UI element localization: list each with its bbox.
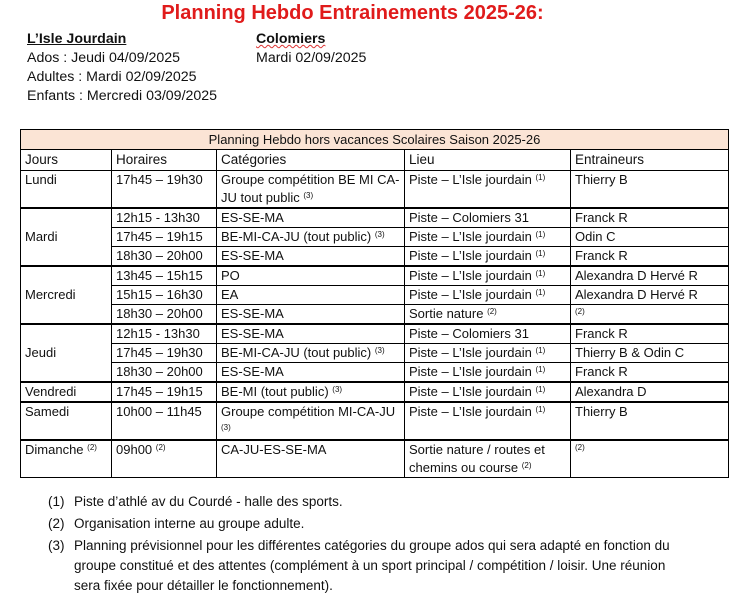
table-row bbox=[21, 363, 729, 383]
place-cell bbox=[405, 382, 571, 402]
hours-cell-text: 18h30 – 20h00 bbox=[116, 364, 203, 379]
category-cell-text: ES-SE-MA bbox=[221, 326, 284, 341]
place-cell-text: Piste – L’Isle jourdain bbox=[409, 268, 532, 283]
table-row bbox=[21, 228, 729, 247]
hours-cell bbox=[112, 228, 217, 247]
place-cell-text: Sortie nature bbox=[409, 306, 484, 321]
category-cell bbox=[217, 402, 405, 440]
place-cell-text: Piste – L’Isle jourdain bbox=[409, 229, 532, 244]
place-cell-text: Piste – L’Isle jourdain bbox=[409, 404, 532, 419]
footnote-ref: (3) bbox=[221, 423, 231, 432]
footnote-ref: (1) bbox=[535, 230, 546, 239]
day-cell-text: Dimanche bbox=[25, 442, 84, 457]
place-cell-text: Piste – L’Isle jourdain bbox=[409, 364, 532, 379]
category-cell bbox=[217, 344, 405, 363]
hours-cell-text: 18h30 – 20h00 bbox=[116, 248, 203, 263]
coach-cell-text: Franck R bbox=[575, 210, 628, 225]
hours-cell-text: 09h00 bbox=[116, 442, 153, 457]
category-cell bbox=[217, 440, 405, 478]
header-jours: Jours bbox=[21, 150, 112, 171]
place-cell-text: Piste – L’Isle jourdain bbox=[409, 287, 532, 302]
place-cell bbox=[405, 324, 571, 344]
day-cell bbox=[21, 208, 112, 266]
category-cell-text: PO bbox=[221, 268, 240, 283]
category-cell bbox=[217, 247, 405, 267]
hours-cell-text: 10h00 – 11h45 bbox=[116, 404, 202, 419]
place-cell bbox=[405, 266, 571, 286]
footnote-ref: (2) bbox=[487, 307, 497, 316]
coach-cell bbox=[571, 171, 729, 209]
place-cell-text: Piste – L’Isle jourdain bbox=[409, 248, 532, 263]
footnote-text: Organisation interne au groupe adulte. bbox=[74, 516, 305, 531]
hours-cell bbox=[112, 363, 217, 383]
header-entraineurs: Entraineurs bbox=[571, 150, 729, 171]
start-date: Mardi 02/09/2025 bbox=[256, 50, 367, 66]
hours-cell bbox=[112, 247, 217, 267]
coach-cell bbox=[571, 266, 729, 286]
coach-cell-text: Thierry B bbox=[575, 172, 628, 187]
footnote-ref: (1) bbox=[535, 405, 546, 414]
table-row bbox=[21, 402, 729, 440]
coach-cell bbox=[571, 402, 729, 440]
footnote-number: (1) bbox=[48, 494, 65, 509]
coach-cell bbox=[571, 440, 729, 478]
coach-cell bbox=[571, 382, 729, 402]
place-cell bbox=[405, 440, 571, 478]
location-colomiers bbox=[256, 30, 366, 68]
place-cell-text: Piste – Colomiers 31 bbox=[409, 326, 529, 341]
category-cell bbox=[217, 363, 405, 383]
table-row bbox=[21, 305, 729, 325]
day-cell bbox=[21, 440, 112, 478]
table-row bbox=[21, 171, 729, 209]
footnote bbox=[48, 492, 688, 512]
start-date-adultes: Adultes : Mardi 02/09/2025 bbox=[27, 69, 197, 85]
coach-cell-text: Alexandra D Hervé R bbox=[575, 287, 698, 302]
place-cell-text: Piste – L’Isle jourdain bbox=[409, 345, 532, 360]
category-cell-text: EA bbox=[221, 287, 239, 302]
day-cell-text: Lundi bbox=[25, 172, 57, 187]
hours-cell-text: 17h45 – 19h30 bbox=[116, 345, 203, 360]
place-cell bbox=[405, 305, 571, 325]
coach-cell-text: Thierry B bbox=[575, 404, 628, 419]
table-row bbox=[21, 324, 729, 344]
header-lieu: Lieu bbox=[405, 150, 571, 171]
schedule-table bbox=[20, 129, 729, 478]
start-date-ados: Ados : Jeudi 04/09/2025 bbox=[27, 50, 181, 66]
day-cell-text: Jeudi bbox=[25, 345, 57, 360]
footnote-ref: (2) bbox=[521, 461, 532, 470]
hours-cell-text: 12h15 - 13h30 bbox=[116, 326, 200, 341]
day-cell-text: Samedi bbox=[25, 404, 70, 419]
footnote-ref: (3) bbox=[374, 230, 385, 239]
hours-cell-text: 17h45 – 19h15 bbox=[116, 229, 203, 244]
coach-cell-text: Franck R bbox=[575, 326, 628, 341]
hours-cell-text: 12h15 - 13h30 bbox=[116, 210, 200, 225]
place-cell bbox=[405, 402, 571, 440]
start-date-enfants: Enfants : Mercredi 03/09/2025 bbox=[27, 88, 218, 104]
coach-cell bbox=[571, 228, 729, 247]
table-caption: Planning Hebdo hors vacances Scolaires Saison 2025-26 bbox=[21, 130, 729, 150]
category-cell-text: ES-SE-MA bbox=[221, 210, 284, 225]
category-cell bbox=[217, 305, 405, 325]
footnote-ref: (1) bbox=[535, 365, 546, 374]
day-cell bbox=[21, 324, 112, 382]
footnote-ref: (1) bbox=[535, 173, 546, 182]
coach-cell-text: Alexandra D Hervé R bbox=[575, 268, 698, 283]
table-row bbox=[21, 440, 729, 478]
table-row bbox=[21, 266, 729, 286]
page-title: Planning Hebdo Entrainements 2025-26: bbox=[161, 2, 544, 24]
coach-cell-text: Odin C bbox=[575, 229, 616, 244]
coach-cell-text: Alexandra D bbox=[575, 384, 647, 399]
coach-cell-text: Franck R bbox=[575, 248, 628, 263]
hours-cell bbox=[112, 402, 217, 440]
place-cell bbox=[405, 286, 571, 305]
table-header-row bbox=[21, 150, 729, 171]
footnote-ref: (2) bbox=[575, 307, 585, 316]
day-cell bbox=[21, 171, 112, 209]
footnote-text: Piste d’athlé av du Courdé - halle des sports. bbox=[74, 494, 343, 509]
footnote-ref: (3) bbox=[303, 191, 314, 200]
footnote-ref: (3) bbox=[374, 346, 385, 355]
coach-cell bbox=[571, 363, 729, 383]
hours-cell bbox=[112, 305, 217, 325]
coach-cell-text: Thierry B & Odin C bbox=[575, 345, 685, 360]
coach-cell bbox=[571, 344, 729, 363]
category-cell-text: Groupe compétition BE MI CA-JU tout public bbox=[221, 172, 400, 205]
category-cell bbox=[217, 382, 405, 402]
hours-cell-text: 17h45 – 19h15 bbox=[116, 384, 203, 399]
coach-cell-text: Franck R bbox=[575, 364, 628, 379]
coach-cell bbox=[571, 208, 729, 228]
location-name: L’Isle Jourdain bbox=[27, 31, 127, 47]
table-row bbox=[21, 208, 729, 228]
category-cell-text: Groupe compétition MI-CA-JU bbox=[221, 404, 396, 419]
place-cell bbox=[405, 171, 571, 209]
coach-cell bbox=[571, 286, 729, 305]
footnotes bbox=[48, 492, 688, 596]
footnote bbox=[48, 536, 688, 596]
hours-cell bbox=[112, 208, 217, 228]
category-cell-text: BE-MI (tout public) bbox=[221, 384, 329, 399]
hours-cell bbox=[112, 286, 217, 305]
category-cell bbox=[217, 324, 405, 344]
footnote-ref: (2) bbox=[155, 443, 166, 452]
day-cell-text: Vendredi bbox=[25, 384, 77, 399]
coach-cell bbox=[571, 324, 729, 344]
footnote-ref: (1) bbox=[535, 269, 546, 278]
footnote-number: (3) bbox=[48, 538, 65, 553]
table-row bbox=[21, 286, 729, 305]
footnote-ref: (1) bbox=[535, 385, 546, 394]
hours-cell bbox=[112, 344, 217, 363]
hours-cell bbox=[112, 266, 217, 286]
place-cell-text: Piste – Colomiers 31 bbox=[409, 210, 529, 225]
coach-cell bbox=[571, 247, 729, 267]
location-name: Colomiers bbox=[256, 31, 326, 47]
category-cell-text: CA-JU-ES-SE-MA bbox=[221, 442, 327, 457]
footnote-ref: (3) bbox=[332, 385, 343, 394]
coach-cell bbox=[571, 305, 729, 325]
place-cell bbox=[405, 363, 571, 383]
category-cell-text: ES-SE-MA bbox=[221, 248, 284, 263]
place-cell-text: Piste – L’Isle jourdain bbox=[409, 384, 532, 399]
hours-cell-text: 18h30 – 20h00 bbox=[116, 306, 203, 321]
hours-cell-text: 15h15 – 16h30 bbox=[116, 287, 203, 302]
hours-cell bbox=[112, 324, 217, 344]
header-horaires: Horaires bbox=[112, 150, 217, 171]
footnote-ref: (2) bbox=[87, 443, 97, 452]
category-cell-text: ES-SE-MA bbox=[221, 364, 284, 379]
place-cell-text: Piste – L’Isle jourdain bbox=[409, 172, 532, 187]
header-categories: Catégories bbox=[217, 150, 405, 171]
category-cell bbox=[217, 286, 405, 305]
footnote-ref: (1) bbox=[535, 288, 546, 297]
category-cell-text: BE-MI-CA-JU (tout public) bbox=[221, 229, 372, 244]
day-cell-text: Mercredi bbox=[25, 287, 76, 302]
place-cell bbox=[405, 344, 571, 363]
footnote-number: (2) bbox=[48, 516, 65, 531]
footnote-ref: (1) bbox=[535, 346, 546, 355]
table-row bbox=[21, 247, 729, 267]
hours-cell-text: 17h45 – 19h30 bbox=[116, 172, 203, 187]
hours-cell bbox=[112, 171, 217, 209]
hours-cell bbox=[112, 440, 217, 478]
day-cell-text: Mardi bbox=[25, 229, 58, 244]
hours-cell bbox=[112, 382, 217, 402]
footnote-ref: (1) bbox=[535, 249, 546, 258]
category-cell bbox=[217, 171, 405, 209]
day-cell bbox=[21, 266, 112, 324]
hours-cell-text: 13h45 – 15h15 bbox=[116, 268, 203, 283]
day-cell bbox=[21, 382, 112, 402]
category-cell bbox=[217, 266, 405, 286]
table-row bbox=[21, 382, 729, 402]
table-row bbox=[21, 344, 729, 363]
footnote-text: Planning prévisionnel pour les différentes catégories du groupe ados qui sera adapté en fonction du groupe constitué et des attentes (complément à un sport principal / compétition / loisir. Une réunion sera fixée pour détailler le fonctionnement). bbox=[74, 538, 670, 593]
category-cell-text: BE-MI-CA-JU (tout public) bbox=[221, 345, 372, 360]
footnote-ref: (2) bbox=[575, 443, 585, 452]
footnote bbox=[48, 514, 688, 534]
location-lisle-jourdain bbox=[27, 30, 217, 106]
place-cell bbox=[405, 228, 571, 247]
category-cell bbox=[217, 208, 405, 228]
category-cell-text: ES-SE-MA bbox=[221, 306, 284, 321]
category-cell bbox=[217, 228, 405, 247]
place-cell bbox=[405, 247, 571, 267]
day-cell bbox=[21, 402, 112, 440]
place-cell-text: Sortie nature / routes et chemins ou course bbox=[409, 442, 545, 475]
place-cell bbox=[405, 208, 571, 228]
